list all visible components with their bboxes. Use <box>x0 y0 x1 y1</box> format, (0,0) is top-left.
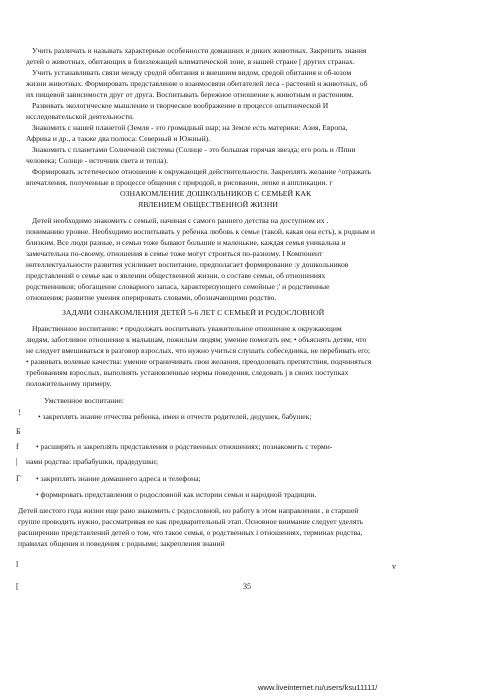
scan-mark: | <box>16 457 18 466</box>
section-heading: ЯВЛЕНИЕМ ОБЩЕСТВЕННОЙ ЖИЗНИ <box>138 200 278 209</box>
text-line: • развивать волевые качества: умение ограничивать свои желания, преодолевать препятствия, подчиняться <box>26 357 372 366</box>
text-line: Детей необходимо знакомить с семьей, начиная с самого раннего детства на доступном их . <box>32 216 329 225</box>
text-line: Нравственное воспитание: • продолжать воспитывать уважительное отношение к окружающим <box>32 324 342 333</box>
text-line: группе проводить нужно, рассматривая ее как предварительный этап. Основное внимание следует уделять <box>18 517 364 526</box>
text-line: Африка и др., а также два полюса: Северный и Южный). <box>26 134 211 143</box>
text-line: пониманию уровне. Необходимо воспитывать у ребенка любовь к семье (такой, какая она есть), к родным и <box>26 227 375 236</box>
scan-mark: [ <box>16 582 19 591</box>
text-line: требованиям взрослых, выполнять установленные нормы поведения, следовать j в своих поступках <box>26 368 349 377</box>
text-line: положительному примеру. <box>26 379 112 388</box>
text-line: расширению представлений детей о том, что такое семья, о родственных i отношениях, терминах родства, <box>18 528 363 537</box>
text-line: отношения; развитие умения оперировать словами, обозначающими родство. <box>26 293 277 302</box>
text-line: не следует вмешиваться в разговор взрослых, что нужно учиться слушать собеседника, не перебивать его; <box>26 346 371 355</box>
text-line: близким. Все люди разные, и семьи тоже бывают большие и маленькие, каждая семья уникальна и <box>26 238 346 247</box>
text-line: человека; Солнце - источник света и тепла). <box>26 156 169 165</box>
bullet-item: нами родства: прабабушки, прадедушки; <box>26 457 158 466</box>
text-line: Развивать экологическое мышление и творческое воображение в процессе опытнической И <box>32 101 329 110</box>
text-line: правилах общения и поведения с родными; закрепления знаний <box>18 539 225 548</box>
bullet-item: • закреплять знание домашнего адреса и телефона; <box>36 474 201 483</box>
text-line: людям, заботливое отношение к малышам, пожилым людям; умение помогать им; • объяснять детям, что <box>26 335 367 344</box>
text-line: интеллектуальности развития усиливает воспитание, предполагает формирование :у дошкольников <box>26 260 349 269</box>
text-line: жизни животных. Формировать представление о взаимосвязи обитателей леса - растений и животных, об <box>26 79 368 88</box>
text-line: впечатления, полученные в процессе общения с природой, в рисовании, лепке и аппликации. г <box>26 178 333 187</box>
text-line: родственников; обогащение словарного запаса, характеризующего семейные ;' и родственные <box>26 282 330 291</box>
text-line: Знакомить с нашей планетой (Земля - это громадный шар; на Земле есть материки: Азия, Европа, <box>32 123 348 132</box>
page-number: 35 <box>243 582 251 591</box>
text-line: Детей шестого года жизни еще рано знакомить с родословной, но работу в этом направлении , в старшей <box>18 506 359 515</box>
text-line: Умственное воспитание: <box>44 396 124 405</box>
scan-mark: ! <box>18 408 21 417</box>
section-heading: ОЗНАКОМЛЕНИЕ ДОШКОЛЬНИКОВ С СЕМЬЕЙ КАК <box>120 189 312 198</box>
text-line: Учить различать и называть характерные особенности домашних и диких животных. Закрепить знания <box>32 46 367 55</box>
text-line: представлений о семье как о явлении общественной жизни, о составе семьи, об отношениях <box>26 271 326 280</box>
text-line: Формировать эстетическое отношение к окружающей действительности. Закреплять желание ^отражать <box>32 167 371 176</box>
scan-mark: Г <box>16 474 21 483</box>
scan-mark: v <box>392 562 396 571</box>
bullet-item: • расширять и закреплять представления о родственных отношениях; познакомить с терми- <box>36 442 333 451</box>
bullet-item: • закреплять знание отчества ребенка, имен и отчеств родителей, дедушек, бабушек; <box>38 412 312 421</box>
bullet-item: • формировать представления о родословной как истории семьи и народной традиции. <box>36 490 317 499</box>
scan-mark: f <box>16 442 19 451</box>
text-line: детей о животных, обитающих в близлежащей климатической зоне, в нашей стране [ других странах. <box>26 57 355 66</box>
scan-mark: Б <box>16 427 21 436</box>
text-line: Учить устанавливать связи между средой обитания и внешним видом, средой обитания и об-юзом <box>32 68 352 77</box>
section-heading: ЗАДАЧИ ОЗНАКОМЛЕНИЯ ДЕТЕЙ 5-6 ЛЕТ С СЕМЬЕЙ И РОДОСЛОВНОЙ <box>62 308 325 317</box>
text-line: замечательна по-своему, отношения в семье тоже могут строиться по-разному. I Компонент <box>26 249 323 258</box>
scan-mark: l <box>16 560 19 569</box>
watermark-url[interactable]: www.liveinternet.ru/users/ksu11111/ <box>258 683 378 692</box>
text-line: Знакомить с планетами Солнечной системы (Солнце - это большая горячая звезда; его роль и /Ппни <box>32 145 356 154</box>
text-line: исследовательской деятельности. <box>26 112 134 121</box>
text-line: их пищевой зависимости друг от друга. Воспитывать бережное отношение к животным и растениям. <box>26 90 354 99</box>
